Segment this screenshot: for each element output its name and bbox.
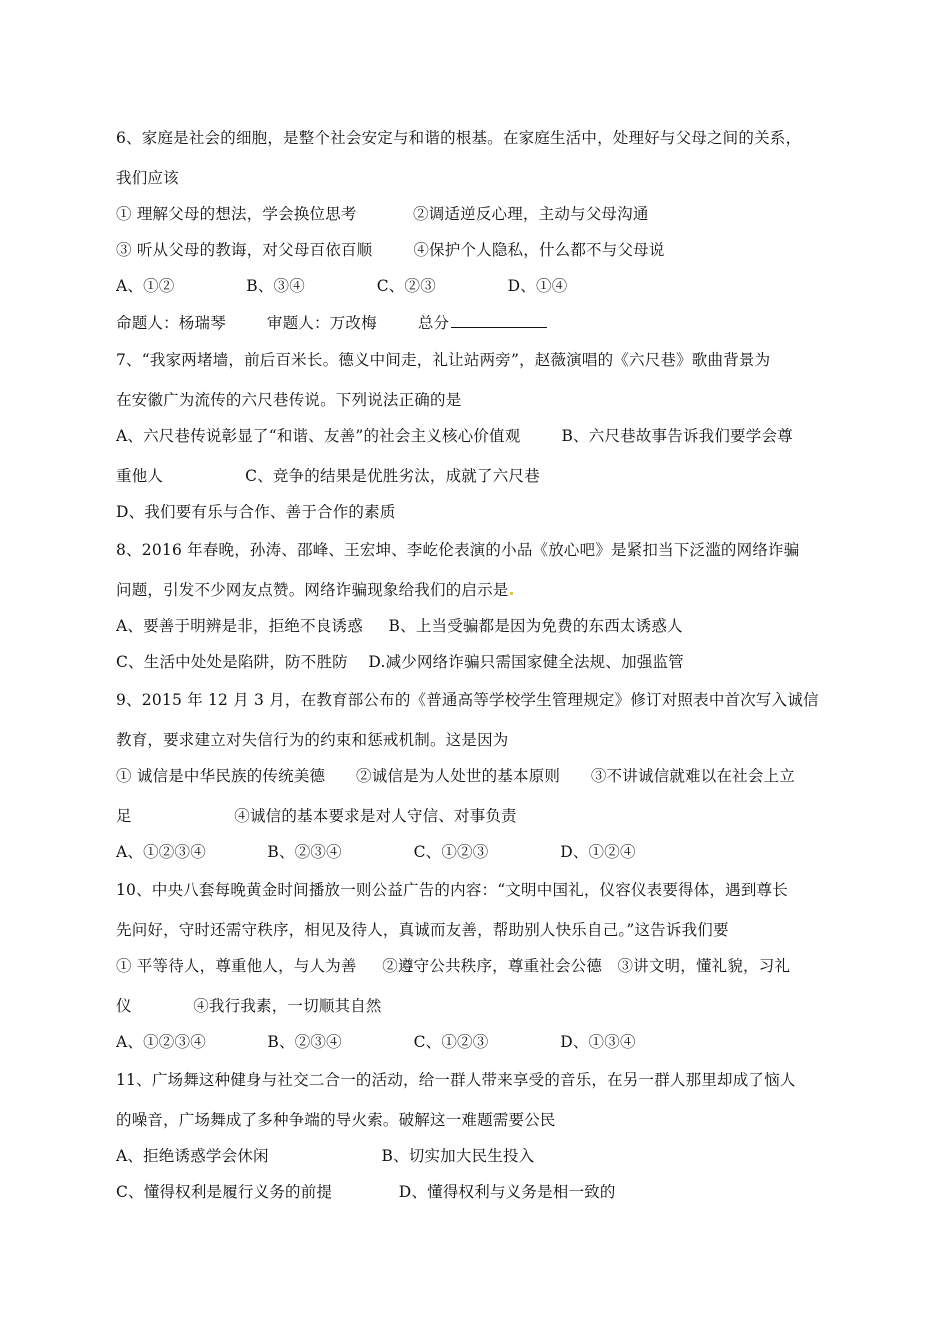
- q6-stem-line1: 6、家庭是社会的细胞，是整个社会安定与和谐的根基。在家庭生活中，处理好与父母之间的关系，: [116, 129, 802, 147]
- q9-choices: A、①②③④ B、②③④ C、①②③ D、①②④: [116, 843, 636, 861]
- q9-stem-line1: 9、2015 年 12 月 3 月，在教育部公布的《普通高等学校学生管理规定》修订对照表中首次写入诚信: [116, 691, 819, 709]
- exam-info: [116, 312, 547, 333]
- q7-option-line1: A、六尺巷传说彰显了“和谐、友善”的社会主义核心价值观 B、六尺巷故事告诉我们要学会尊: [116, 427, 793, 445]
- q8-option-line2: C、生活中处处是陷阱，防不胜防 D.减少网络诈骗只需国家健全法规、加强监管: [116, 653, 684, 671]
- q10-option-line2: 仪 ④我行我素，一切顺其自然: [116, 997, 382, 1015]
- q11-stem-line1: 11、广场舞这种健身与社交二合一的活动，给一群人带来享受的音乐，在另一群人那里却成了恼人: [116, 1071, 796, 1089]
- q8-option-line1: A、要善于明辨是非，拒绝不良诱惑 B、上当受骗都是因为免费的东西太诱惑人: [116, 617, 683, 635]
- q6-options-line2: ③ 听从父母的教诲，对父母百依百顺 ④保护个人隐私，什么都不与父母说: [116, 241, 665, 259]
- q9-stem-line2: 教育，要求建立对失信行为的约束和惩戒机制。这是因为: [116, 731, 509, 749]
- q6-stem-line2: 我们应该: [116, 169, 179, 187]
- q8-stem-line2-text: 问题，引发不少网友点赞。网络诈骗现象给我们的启示是: [116, 581, 509, 599]
- q11-option-line1: A、拒绝诱惑学会休闲 B、切实加大民生投入: [116, 1147, 535, 1165]
- q7-option-line3: D、我们要有乐与合作、善于合作的素质: [116, 503, 396, 521]
- yellow-mark: [510, 592, 513, 595]
- q7-option-line2: 重他人 C、竞争的结果是优胜劣汰，成就了六尺巷: [116, 467, 540, 485]
- exam-info-text: 命题人：杨瑞琴 审题人：万改梅 总分: [116, 314, 450, 332]
- q10-stem-line1: 10、中央八套每晚黄金时间播放一则公益广告的内容：“文明中国礼，仪容仪表要得体，遇到尊长: [116, 881, 788, 899]
- q11-stem-line2: 的噪音，广场舞成了多种争端的导火索。破解这一难题需要公民: [116, 1111, 556, 1129]
- q10-option-line1: ① 平等待人，尊重他人，与人为善 ②遵守公共秩序，尊重社会公德 ③讲文明，懂礼貌，习礼: [116, 957, 791, 975]
- q6-choices: A、①② B、③④ C、②③ D、①④: [116, 277, 568, 295]
- q10-choices: A、①②③④ B、②③④ C、①②③ D、①③④: [116, 1033, 636, 1051]
- q10-stem-line2: 先问好，守时还需守秩序，相见及待人，真诚而友善，帮助别人快乐自己。”这告诉我们要: [116, 921, 729, 939]
- q7-stem-line2: 在安徽广为流传的六尺巷传说。下列说法正确的是: [116, 391, 462, 409]
- q9-option-line2: 足 ④诚信的基本要求是对人守信、对事负责: [116, 807, 517, 825]
- q8-stem-line2: [116, 580, 513, 600]
- score-blank: [451, 312, 547, 328]
- q8-stem-line1: 8、2016 年春晚，孙涛、邵峰、王宏坤、李屹伦表演的小品《放心吧》是紧扣当下泛滥的网络诈骗: [116, 541, 800, 559]
- q6-options-line1: ① 理解父母的想法，学会换位思考 ②调适逆反心理，主动与父母沟通: [116, 205, 649, 223]
- q7-stem-line1: 7、“我家两堵墙，前后百米长。德义中间走，礼让站两旁”，赵薇演唱的《六尺巷》歌曲背景为: [116, 351, 771, 369]
- q11-option-line2: C、懂得权利是履行义务的前提 D、懂得权利与义务是相一致的: [116, 1183, 616, 1201]
- q9-option-line1: ① 诚信是中华民族的传统美德 ②诚信是为人处世的基本原则 ③不讲诚信就难以在社会上立: [116, 767, 795, 785]
